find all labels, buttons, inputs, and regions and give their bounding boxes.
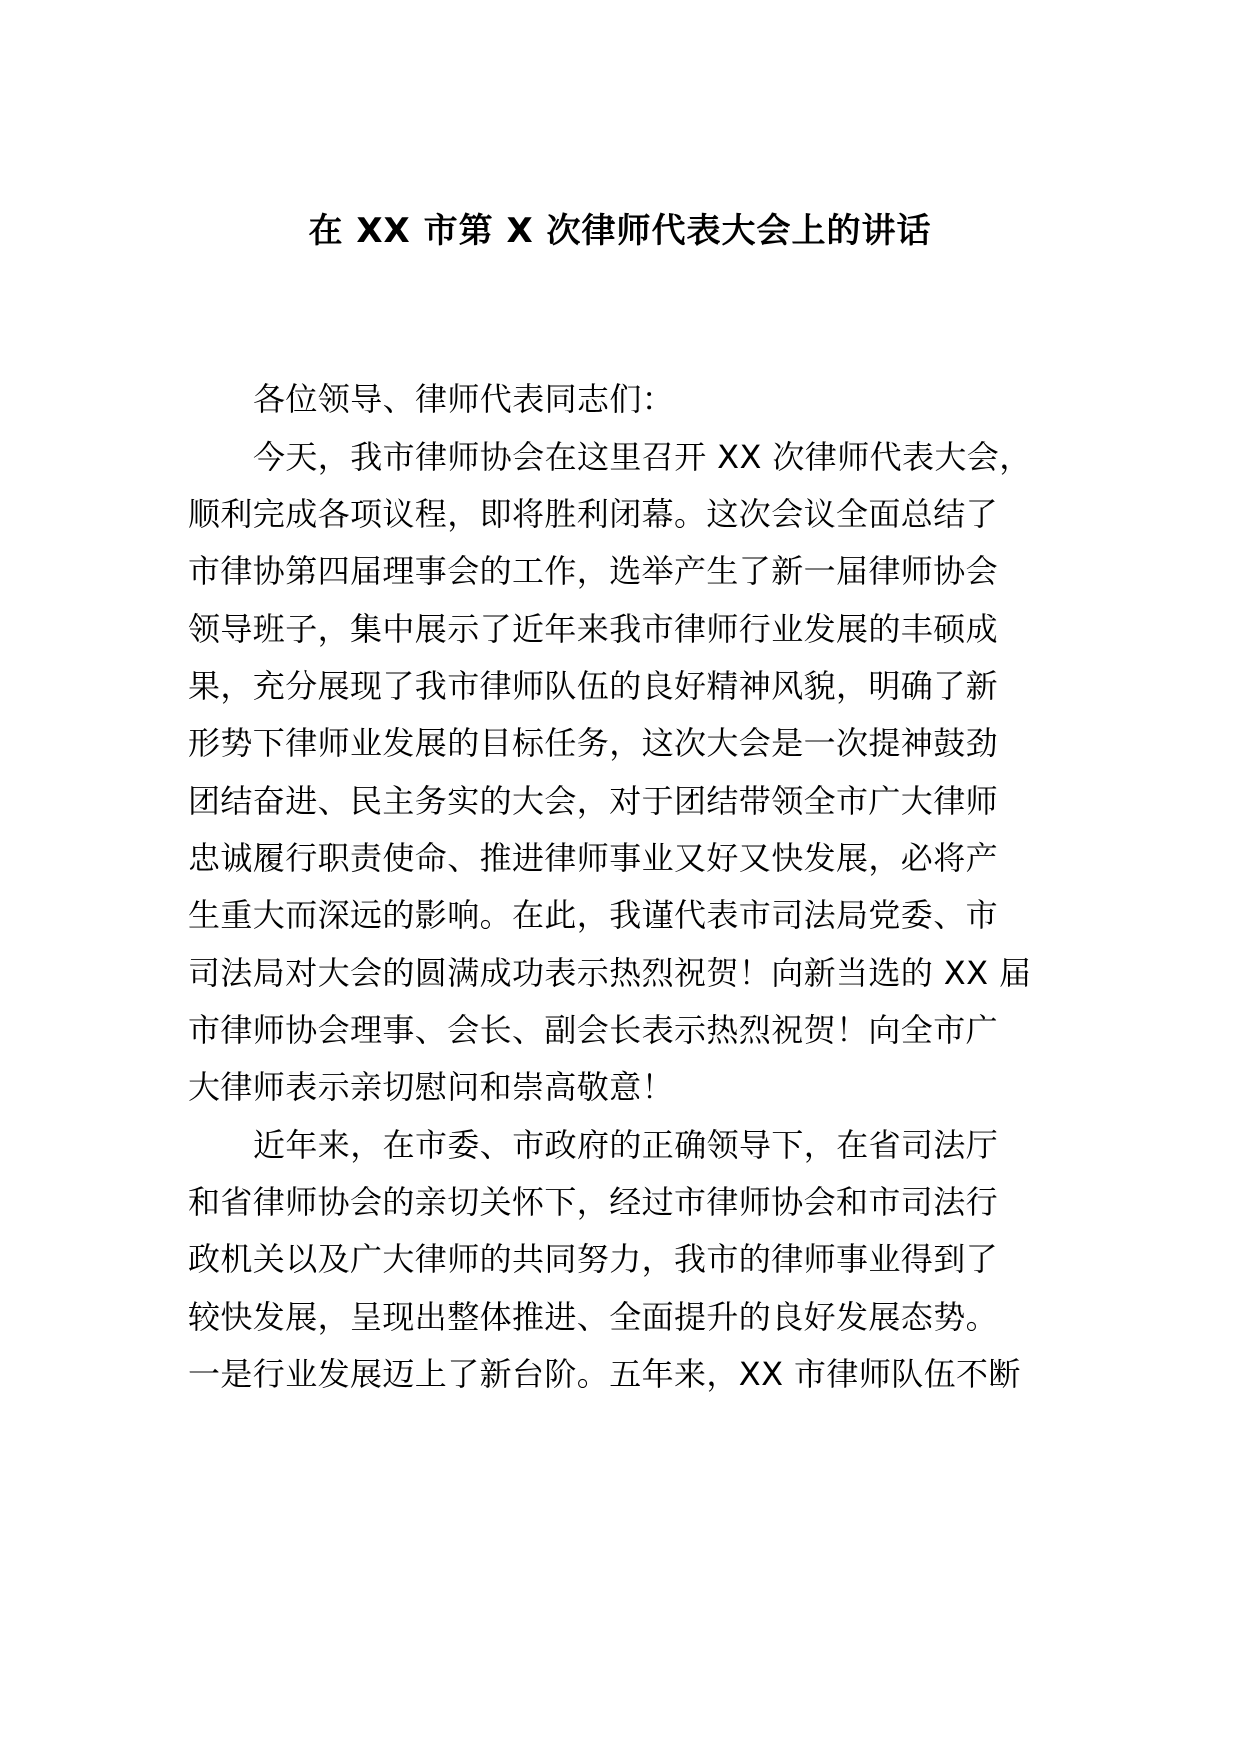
paragraph-line: 近年来，在市委、市政府的正确领导下，在省司法厅 — [253, 1126, 999, 1164]
paragraph-line: 政机关以及广大律师的共同努力，我市的律师事业得到了 — [188, 1240, 999, 1278]
paragraph-line: 一是行业发展迈上了新台阶。五年来，XX 市律师队伍不断 — [188, 1355, 1021, 1393]
paragraph-line: 较快发展，呈现出整体推进、全面提升的良好发展态势。 — [188, 1298, 999, 1336]
paragraph-line: 今天，我市律师协会在这里召开 XX 次律师代表大会， — [253, 438, 1032, 476]
paragraph-line: 顺利完成各项议程，即将胜利闭幕。这次会议全面总结了 — [188, 495, 999, 533]
paragraph-line: 市律协第四届理事会的工作，选举产生了新一届律师协会 — [188, 552, 999, 590]
paragraph-line: 忠诚履行职责使命、推进律师事业又好又快发展，必将产 — [188, 839, 999, 877]
paragraph-line: 领导班子，集中展示了近年来我市律师行业发展的丰硕成 — [188, 610, 999, 648]
paragraph-line: 团结奋进、民主务实的大会，对于团结带领全市广大律师 — [188, 782, 999, 820]
paragraph-line: 司法局对大会的圆满成功表示热烈祝贺！向新当选的 XX 届 — [188, 954, 1032, 992]
salutation-line: 各位领导、律师代表同志们： — [253, 380, 675, 418]
paragraph-line: 形势下律师业发展的目标任务，这次大会是一次提神鼓劲 — [188, 724, 999, 762]
document-title: 在 XX 市第 X 次律师代表大会上的讲话 — [308, 211, 932, 251]
paragraph-line: 市律师协会理事、会长、副会长表示热烈祝贺！向全市广 — [188, 1011, 999, 1049]
paragraph-line: 和省律师协会的亲切关怀下，经过市律师协会和市司法行 — [188, 1183, 999, 1221]
paragraph-line: 生重大而深远的影响。在此，我谨代表市司法局党委、市 — [188, 896, 999, 934]
paragraph-line: 果，充分展现了我市律师队伍的良好精神风貌，明确了新 — [188, 667, 999, 705]
paragraph-line: 大律师表示亲切慰问和崇高敬意！ — [188, 1068, 675, 1106]
